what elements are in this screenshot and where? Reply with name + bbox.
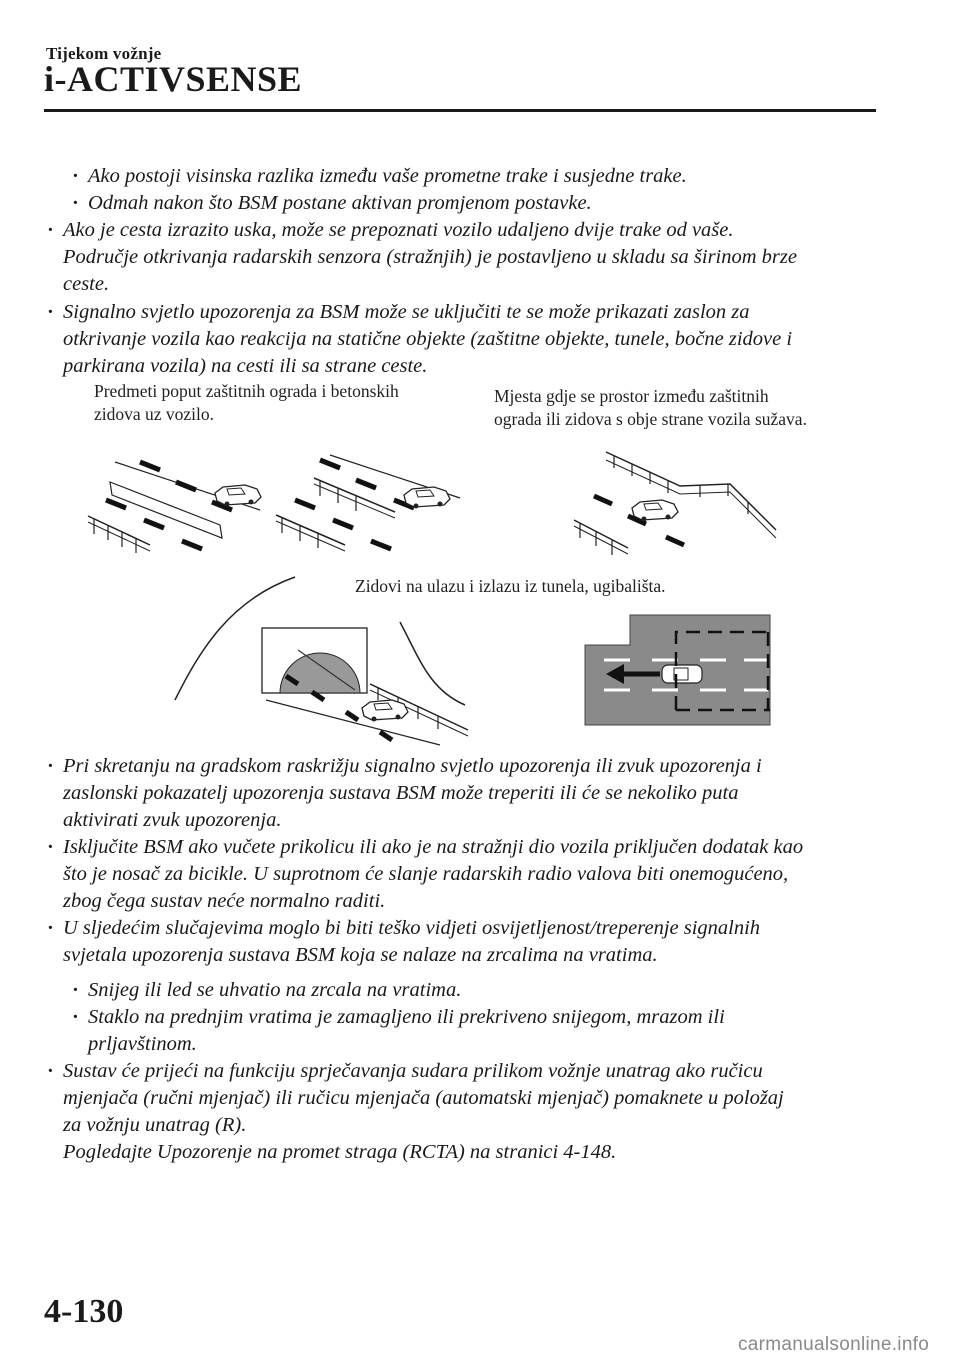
panel-guardrail-both-sides [276, 455, 460, 551]
bullet-line: Pogledajte Upozorenje na promet straga (RCTA) na stranici 4-148. [63, 1141, 617, 1163]
bullet-line: svjetala upozorenja sustava BSM koja se nalaze na zrcalima na vratima. [63, 944, 658, 966]
bullet-line: · Ako je cesta izrazito uska, može se prepoznati vozilo udaljeno dvije trake od vaše. [63, 219, 734, 241]
bullet-line: zaslonski pokazatelj upozorenja sustava BSM može treperiti ili će se nekoliko puta [63, 782, 739, 804]
caption-line: zidova uz vozilo. [94, 404, 215, 424]
bullet-line: otkrivanje vozila kao reakcija na statične objekte (zaštitne objekte, tunele, bočne zidove i [63, 328, 793, 350]
sub-bullet-line: · Staklo na prednjim vratima je zamagljeno ili prekriveno snijegom, mrazom ili [88, 1006, 725, 1028]
page-number: 4-130 [44, 1293, 124, 1330]
bullet-line: što je nosač za bicikle. U suprotnom će slanje radarskih radio valova biti onemogućeno, [63, 863, 789, 885]
watermark: carmanualsonline.info [738, 1334, 930, 1355]
sub-bullet [72, 1004, 872, 1058]
panel-narrowing-guardrail [574, 452, 776, 555]
panel-guardrail-wall [88, 462, 261, 553]
section-label: Tijekom vožnje [46, 44, 162, 63]
bullet-line: zbog čega sustav neće normalno raditi. [63, 890, 386, 912]
bullet-line: · Sustav će prijeći na funkciju sprječavanja sudara prilikom vožnje unatrag ako ručicu [63, 1060, 763, 1082]
bullet-line: za vožnju unatrag (R). [63, 1114, 247, 1136]
caption-line: Mjesta gdje se prostor između zaštitnih [494, 386, 769, 406]
panel-tunnel [175, 577, 468, 745]
bullet-line: · Pri skretanju na gradskom raskrižju signalno svjetlo upozorenja ili zvuk upozorenja i [63, 755, 762, 777]
bullet-line: · Signalno svjetlo upozorenja za BSM može se uključiti te se može prikazati zaslon za [63, 301, 750, 323]
sub-bullet-line: prljavštinom. [88, 1033, 197, 1055]
bullet-line: · U sljedećim slučajevima moglo bi biti teško vidjeti osvijetljenost/treperenje signalnih [63, 917, 761, 939]
bullet-item [47, 1058, 887, 1166]
bullet-line: aktivirati zvuk upozorenja. [63, 809, 282, 831]
bullet-line: mjenjača (ručni mjenjač) ili ručicu mjenjača (automatski mjenjač) pomaknete u položaj [63, 1087, 784, 1109]
bullet-line: parkirana vozila) na cesti ili sa strane ceste. [63, 355, 428, 377]
sub-bullet-text: Snijeg ili led se uhvatio na zrcala na vratima. [88, 979, 462, 1001]
sub-bullet-text: Ako postoji visinska razlika između vaše prometne trake i susjedne trake. [88, 165, 687, 187]
panel-layby [585, 615, 770, 725]
sub-bullet [72, 977, 872, 1004]
bullet-line: Područje otkrivanja radarskih senzora (stražnjih) je postavljeno u skladu sa širinom brze [63, 246, 797, 268]
caption-line: Predmeti poput zaštitnih ograda i betonskih [94, 381, 399, 401]
bullet-item [47, 834, 887, 915]
bullet-item [47, 753, 887, 834]
bullet-line: ceste. [63, 273, 110, 295]
bullet-item [47, 915, 887, 969]
figure-caption-bottom: Zidovi na ulazu i izlazu iz tunela, ugibališta. [355, 576, 666, 596]
sub-bullet-text: Odmah nakon što BSM postane aktivan promjenom postavke. [88, 192, 592, 214]
bullet-line: · Isključite BSM ako vučete prikolicu ili ako je na stražnji dio vozila priključen dodatak kao [63, 836, 804, 858]
caption-line: ograda ili zidova s obje strane vozila sužava. [494, 409, 807, 429]
section-title: i-ACTIVSENSE [44, 59, 303, 99]
